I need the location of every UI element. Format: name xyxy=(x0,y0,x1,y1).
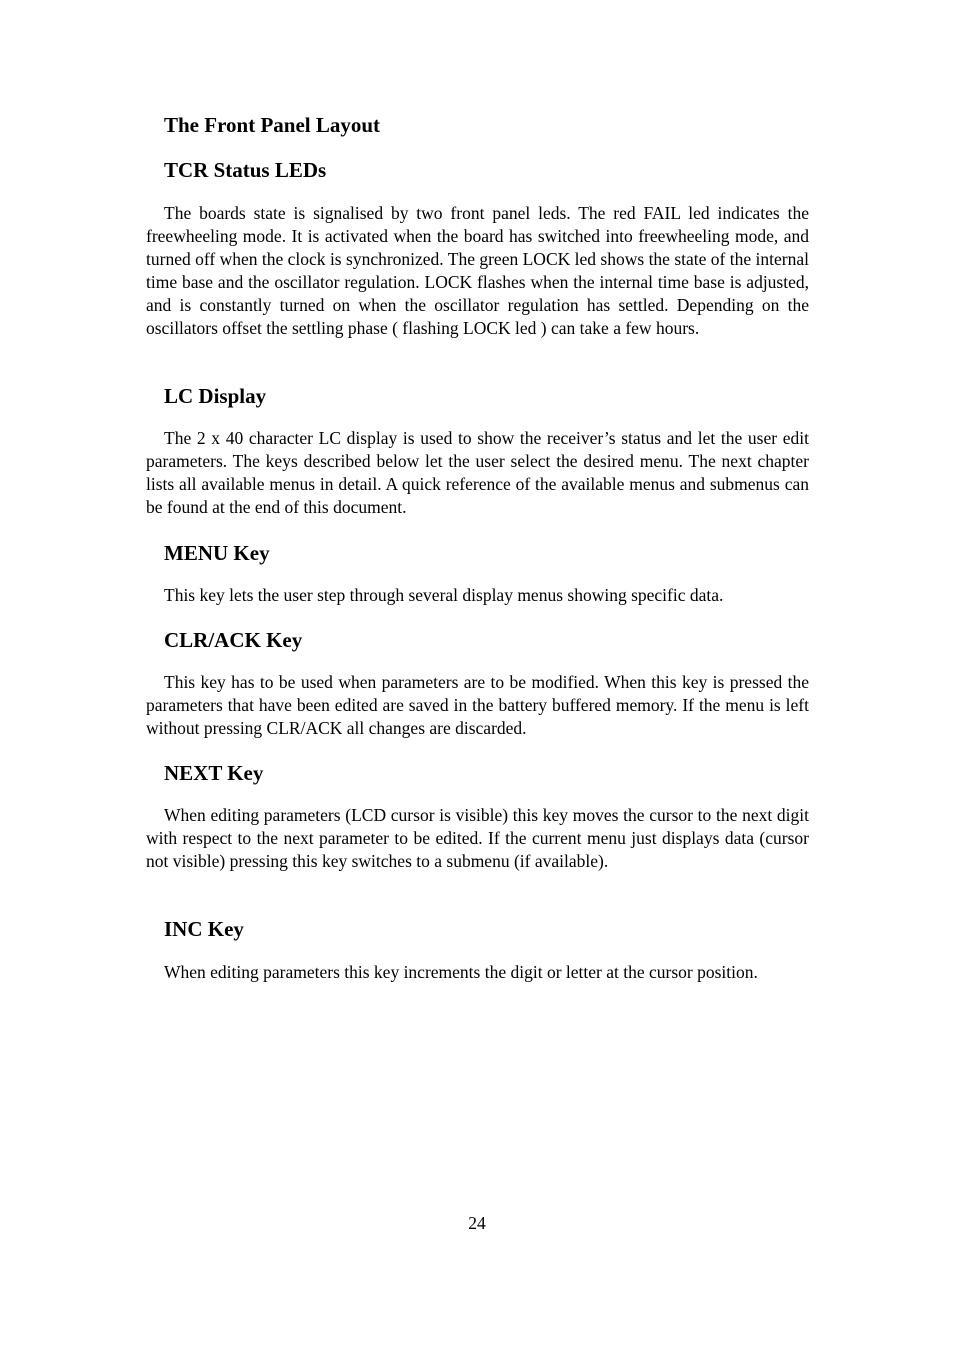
section-heading-menu-key: MENU Key xyxy=(164,541,270,565)
section-text-tcr-status-leds: The boards state is signalised by two front panel leds. The red FAIL led indicates the freewheeling mode. It is activated when the board has switched into freewheeling mode, and turned off when the clock is synchronized. The green LOCK led shows the state of the internal time base and the oscillator regulation. LOCK flashes when the internal time base is adjusted, and is constantly turned on when the oscillator regulation has settled. Depending on the oscillators offset the settling phase ( flashing LOCK led ) can take a few hours. xyxy=(146,203,809,338)
section-text-menu-key: This key lets the user step through several display menus showing specific data. xyxy=(164,585,724,605)
section-heading-tcr-status-leds: TCR Status LEDs xyxy=(164,158,327,182)
section-heading-lc-display: LC Display xyxy=(164,384,267,408)
section-heading-next-key: NEXT Key xyxy=(164,761,264,785)
page-number: 24 xyxy=(468,1213,486,1233)
section-heading-inc-key: INC Key xyxy=(164,917,244,941)
page-title: The Front Panel Layout xyxy=(164,113,381,137)
section-text-next-key: When editing parameters (LCD cursor is visible) this key moves the cursor to the next digit with respect to the next parameter to be edited. If the current menu just displays data (cursor not visible) pressing this key switches to a submenu (if available). xyxy=(146,805,809,871)
section-text-inc-key: When editing parameters this key increments the digit or letter at the cursor position. xyxy=(164,962,758,982)
section-text-lc-display: The 2 x 40 character LC display is used to show the receiver’s status and let the user edit parameters. The keys described below let the user select the desired menu. The next chapter lists all available menus in detail. A quick reference of the available menus and submenus can be found at the end of this document. xyxy=(146,428,809,517)
section-text-clr-ack-key: This key has to be used when parameters are to be modified. When this key is pressed the parameters that have been edited are saved in the battery buffered memory. If the menu is left without pressing CLR/ACK all changes are discarded. xyxy=(146,672,809,738)
section-heading-clr-ack-key: CLR/ACK Key xyxy=(164,628,303,652)
